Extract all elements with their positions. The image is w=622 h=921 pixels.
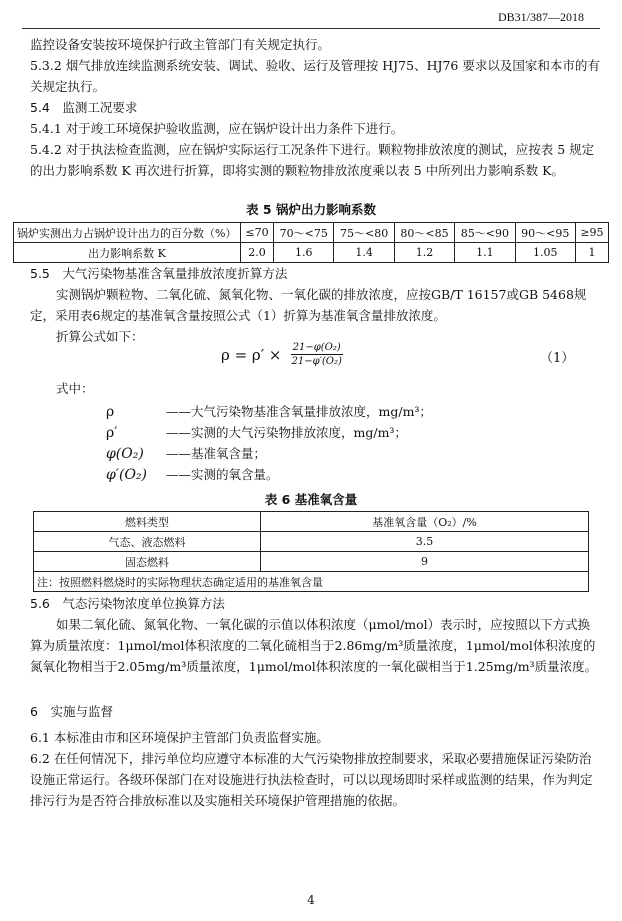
table6: [33, 511, 589, 592]
table5-value-cell: 1: [575, 243, 608, 263]
header-rule: [22, 28, 600, 29]
paragraph-5-6: 如果二氧化硫、氮氧化物、一氧化碳的示值以体积浓度（μmol/mol）表示时，应按照以下方式换算为质量浓度：1μmol/mol体积浓度的二氧化硫相当于2.86mg/m³质量浓度，1μmol/mol体积浓度的氮氧化物相当于2.05mg/m³质量浓度，1μmol/mol体积浓度的一氧化碳相当于1.25mg/m³质量浓度。: [30, 617, 598, 674]
table6-fuel-cell: 固态燃料: [34, 552, 261, 572]
table6-caption: 表 6 基准氧含量: [264, 492, 358, 507]
variable-symbol: φ(O₂): [106, 446, 144, 462]
heading-5-6: 5.6 气态污染物浓度单位换算方法: [30, 596, 225, 611]
paragraph-6-1: 6.1 本标准由市和区环境保护主管部门负责监督实施。: [30, 730, 329, 745]
paragraph-monitoring-install: 监控设备安装按环境保护行政主管部门有关规定执行。: [30, 37, 331, 52]
formula-number: （1）: [540, 351, 575, 366]
variable-description: ——实测的氧含量。: [166, 467, 279, 482]
paragraph-5-4-2: 5.4.2 对于执法检查监测，应在锅炉实际运行工况条件下进行。颗粒物排放浓度的测试，应按表 5 规定的出力影响系数 K 再次进行折算，即将实测的颗粒物排放浓度乘以表 5 中所列出力影响系数 K。: [30, 142, 595, 178]
table5-value-cell: 1.2: [394, 243, 454, 263]
heading-6: 6 实施与监督: [30, 704, 113, 719]
table5-value-cell: 1.6: [274, 243, 334, 263]
table5-caption: 表 5 锅炉出力影响系数: [246, 202, 376, 217]
table5-value-cell: 1.05: [515, 243, 575, 263]
variable-symbol: φ′(O₂): [106, 467, 147, 483]
table5-header-cell: ≥95: [575, 223, 608, 243]
table5: [13, 222, 609, 263]
table5-header-row: [14, 223, 609, 243]
page-number: 4: [307, 893, 315, 907]
formula-denominator: 21−φ′(O₂): [291, 356, 342, 367]
table6-fuel-cell: 气态、液态燃料: [34, 532, 261, 552]
variable-row: [106, 444, 586, 464]
table6-value-cell: 3.5: [261, 532, 589, 552]
heading-5-4: 5.4 监测工况要求: [30, 100, 138, 115]
table6-col-oxygen: 基准氧含量（O₂）/%: [261, 512, 589, 532]
variable-symbol: ρ′: [106, 425, 118, 441]
formula-numerator: 21−φ(O₂): [292, 342, 341, 353]
standard-code: DB31/387—2018: [497, 10, 584, 24]
paragraph-formula-intro: 折算公式如下：: [56, 329, 144, 344]
heading-5-5: 5.5 大气污染物基准含氧量排放浓度折算方法: [30, 266, 288, 281]
table5-value-cell: 1.4: [334, 243, 394, 263]
table5-value-row: [14, 243, 609, 263]
paragraph-5-3-2: 5.3.2 烟气排放连续监测系统安装、调试、验收、运行及管理按 HJ75、HJ76 要求以及国家和本市的有关规定执行。: [30, 58, 600, 94]
table6-row: [34, 532, 589, 552]
variable-description: ——实测的大气污染物排放浓度，mg/m³；: [166, 425, 407, 440]
table5-header-cell: 85～<90: [455, 223, 515, 243]
paragraph-6-2: 6.2 在任何情况下，排污单位均应遵守本标准的大气污染物排放控制要求，采取必要措施保证污染防治设施正常运行。各级环保部门在对设施进行执法检查时，可以以现场即时采样或监测的结果，作为判定排污行为是否符合排放标准以及实施相关环境保护管理措施的依据。: [30, 751, 593, 808]
variable-row: [106, 423, 586, 443]
table6-header-row: [34, 512, 589, 532]
variable-symbol: ρ: [106, 404, 115, 420]
table5-header-cell: 75～<80: [334, 223, 394, 243]
table5-header-cell: 80～<85: [394, 223, 454, 243]
table5-row2-label: 出力影响系数 K: [14, 243, 241, 263]
variable-description: ——基准氧含量；: [166, 446, 267, 461]
where-label: 式中：: [56, 381, 94, 396]
formula-lhs: ρ = ρ′ ×: [221, 345, 282, 364]
paragraph-5-5-intro: 实测锅炉颗粒物、二氧化硫、氮氧化物、一氧化碳的排放浓度，应按GB/T 16157或GB 5468规定，采用表6规定的基准氧含量按照公式（1）折算为基准氧含量排放浓度。: [30, 287, 587, 323]
paragraph-5-4-1: 5.4.1 对于竣工环境保护验收监测，应在锅炉设计出力条件下进行。: [30, 121, 404, 136]
variable-row: [106, 402, 586, 422]
conversion-formula: [221, 342, 344, 367]
table5-value-cell: 1.1: [455, 243, 515, 263]
variable-description: ——大气污染物基准含氧量排放浓度，mg/m³；: [166, 404, 432, 419]
table5-header-cell: 70～<75: [274, 223, 334, 243]
table5-header-cell: ≤70: [241, 223, 274, 243]
variable-row: [106, 465, 586, 485]
table5-row1-label: 锅炉实测出力占锅炉设计出力的百分数（%）: [14, 223, 241, 243]
table5-header-cell: 90～<95: [515, 223, 575, 243]
table6-note-row: [34, 572, 589, 592]
table6-row: [34, 552, 589, 572]
table6-note: 注：按照燃料燃烧时的实际物理状态确定适用的基准氧含量: [34, 572, 589, 592]
table6-col-fuel: 燃料类型: [34, 512, 261, 532]
table5-value-cell: 2.0: [241, 243, 274, 263]
formula-fraction: [289, 342, 343, 367]
table6-value-cell: 9: [261, 552, 589, 572]
